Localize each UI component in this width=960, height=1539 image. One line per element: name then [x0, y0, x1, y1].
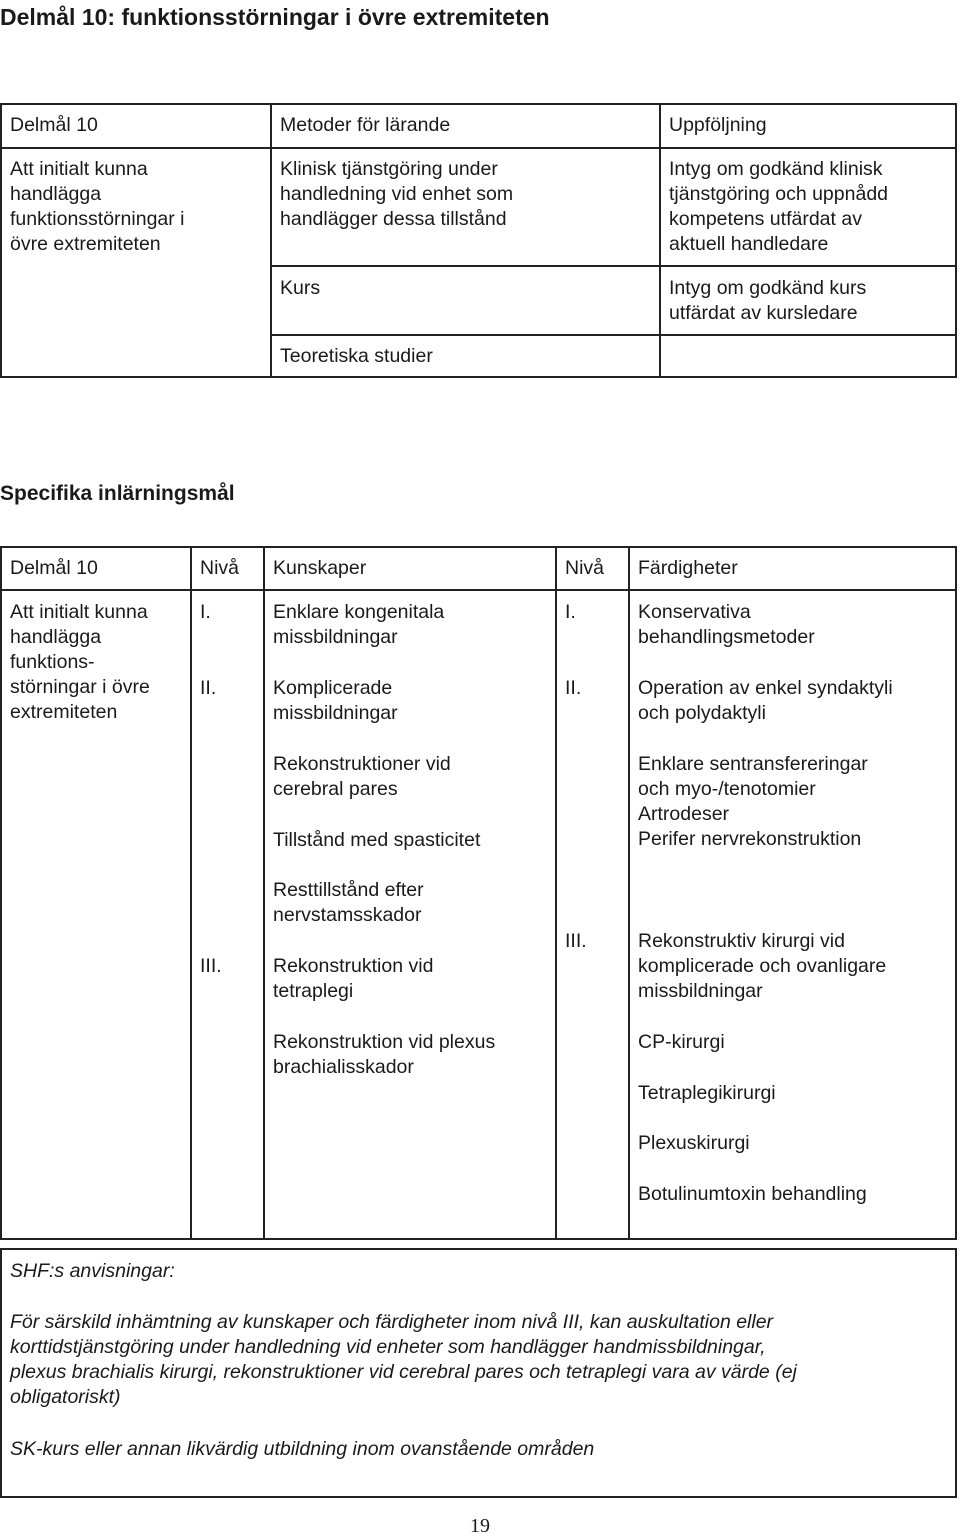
notes-line: korttidstjänstgöring under handledning vid enheter som handlägger handmissbildningar,	[10, 1336, 766, 1358]
table-border	[0, 103, 957, 105]
level-label: I.	[565, 601, 576, 623]
followup-line: Intyg om godkänd kurs	[669, 277, 867, 299]
goal-line: funktionsstörningar i	[10, 208, 185, 230]
level-label: III.	[565, 930, 587, 952]
followup-line: kompetens utfärdat av	[669, 208, 862, 230]
knowledge-line: missbildningar	[273, 626, 398, 648]
skill-line: Rekonstruktiv kirurgi vid	[638, 930, 845, 952]
skill-line: Perifer nervrekonstruktion	[638, 828, 862, 850]
knowledge-item	[273, 600, 444, 650]
knowledge-line: nervstamsskador	[273, 904, 422, 926]
knowledge-line: missbildningar	[273, 702, 398, 724]
skill-item: Plexuskirurgi	[638, 1132, 750, 1154]
knowledge-line: Rekonstruktion vid plexus	[273, 1031, 496, 1053]
notes-heading: SHF:s anvisningar:	[10, 1260, 175, 1282]
skill-line: Enklare sentransfereringar	[638, 753, 868, 775]
table-border	[0, 589, 957, 591]
table-border	[263, 546, 265, 1240]
table-border	[190, 546, 192, 1240]
notes-paragraph: SK-kurs eller annan likvärdig utbildning inom ovanstående områden	[10, 1438, 595, 1460]
header-kunskaper: Kunskaper	[273, 557, 367, 579]
table-border	[0, 147, 957, 149]
header-uppfoljning: Uppföljning	[669, 114, 767, 136]
skill-item	[638, 676, 893, 726]
table-border	[628, 546, 630, 1240]
goal-cell	[10, 157, 185, 257]
goal-line: handlägga	[10, 626, 102, 648]
skill-line: och polydaktyli	[638, 702, 766, 724]
skill-line: missbildningar	[638, 980, 763, 1002]
goal-line: övre extremiteten	[10, 233, 161, 255]
followup-clinical	[669, 157, 888, 257]
goal-cell	[10, 600, 150, 725]
skill-line: komplicerade och ovanligare	[638, 955, 887, 977]
table-border	[0, 376, 957, 378]
followup-course	[669, 276, 866, 326]
knowledge-item	[273, 954, 433, 1004]
section-title: Specifika inlärningsmål	[0, 482, 235, 505]
level-label: II.	[565, 677, 582, 699]
method-course: Kurs	[280, 277, 321, 299]
skill-item: CP-kirurgi	[638, 1031, 725, 1053]
followup-line: aktuell handledare	[669, 233, 829, 255]
knowledge-item	[273, 752, 451, 802]
method-theory: Teoretiska studier	[280, 345, 433, 367]
method-line: handledning vid enhet som	[280, 183, 514, 205]
goal-line: extremiteten	[10, 701, 118, 723]
header-delmal: Delmål 10	[10, 557, 98, 579]
table-border	[555, 546, 557, 1240]
notes-line: För särskild inhämtning av kunskaper och färdigheter inom nivå III, kan auskultation eller	[10, 1311, 774, 1333]
skill-line: Konservativa	[638, 601, 751, 623]
level-label: II.	[200, 677, 217, 699]
goal-line: funktions-	[10, 651, 95, 673]
knowledge-line: Tillstånd med spasticitet	[273, 829, 481, 851]
followup-line: utfärdat av kursledare	[669, 302, 858, 324]
table-border	[955, 103, 957, 378]
level-label: I.	[200, 601, 211, 623]
notes-paragraph	[10, 1310, 797, 1410]
followup-line: Intyg om godkänd klinisk	[669, 158, 883, 180]
knowledge-line: Rekonstruktioner vid	[273, 753, 451, 775]
table-border	[955, 546, 957, 1240]
method-line: handlägger dessa tillstånd	[280, 208, 507, 230]
skill-item: Tetraplegikirurgi	[638, 1082, 776, 1104]
knowledge-line: Resttillstånd efter	[273, 879, 424, 901]
skill-item	[638, 600, 815, 650]
knowledge-line: Enklare kongenitala	[273, 601, 445, 623]
knowledge-item	[273, 676, 398, 726]
method-line: Klinisk tjänstgöring under	[280, 158, 498, 180]
table-border	[270, 265, 957, 267]
skill-line: Operation av enkel syndaktyli	[638, 677, 893, 699]
knowledge-line: Komplicerade	[273, 677, 393, 699]
header-niva: Nivå	[565, 557, 605, 579]
table-border	[0, 1238, 957, 1240]
level-label: III.	[200, 955, 222, 977]
skill-item	[638, 929, 886, 1004]
goal-line: Att initialt kunna	[10, 158, 148, 180]
skill-line: Artrodeser	[638, 803, 730, 825]
knowledge-item	[273, 828, 480, 853]
knowledge-line: brachialisskador	[273, 1056, 414, 1078]
goal-line: Att initialt kunna	[10, 601, 148, 623]
followup-line: tjänstgöring och uppnådd	[669, 183, 889, 205]
knowledge-line: cerebral pares	[273, 778, 398, 800]
notes-line: plexus brachialis kirurgi, rekonstruktioner vid cerebral pares och tetraplegi vara av värde (ej	[10, 1361, 797, 1383]
goal-line: handlägga	[10, 183, 102, 205]
table-border	[0, 546, 957, 548]
skill-item: Botulinumtoxin behandling	[638, 1183, 867, 1205]
table-border	[270, 103, 272, 378]
skill-line: och myo-/tenotomier	[638, 778, 816, 800]
skill-item	[638, 752, 868, 852]
table-border	[270, 334, 957, 336]
goal-line: störningar i övre	[10, 676, 150, 698]
table-border	[0, 546, 2, 1240]
method-clinical	[280, 157, 513, 232]
header-delmal: Delmål 10	[10, 114, 98, 136]
table-border	[0, 103, 2, 378]
header-fardigheter: Färdigheter	[638, 557, 738, 579]
header-metoder: Metoder för lärande	[280, 114, 451, 136]
page-title: Delmål 10: funktionsstörningar i övre extremiteten	[0, 4, 550, 30]
knowledge-line: Rekonstruktion vid	[273, 955, 434, 977]
page-number: 19	[470, 1515, 490, 1537]
knowledge-line: tetraplegi	[273, 980, 354, 1002]
notes-line: obligatoriskt)	[10, 1386, 121, 1408]
skill-line: behandlingsmetoder	[638, 626, 815, 648]
knowledge-item	[273, 1030, 495, 1080]
header-niva: Nivå	[200, 557, 240, 579]
table-border	[659, 103, 661, 378]
knowledge-item	[273, 878, 424, 928]
